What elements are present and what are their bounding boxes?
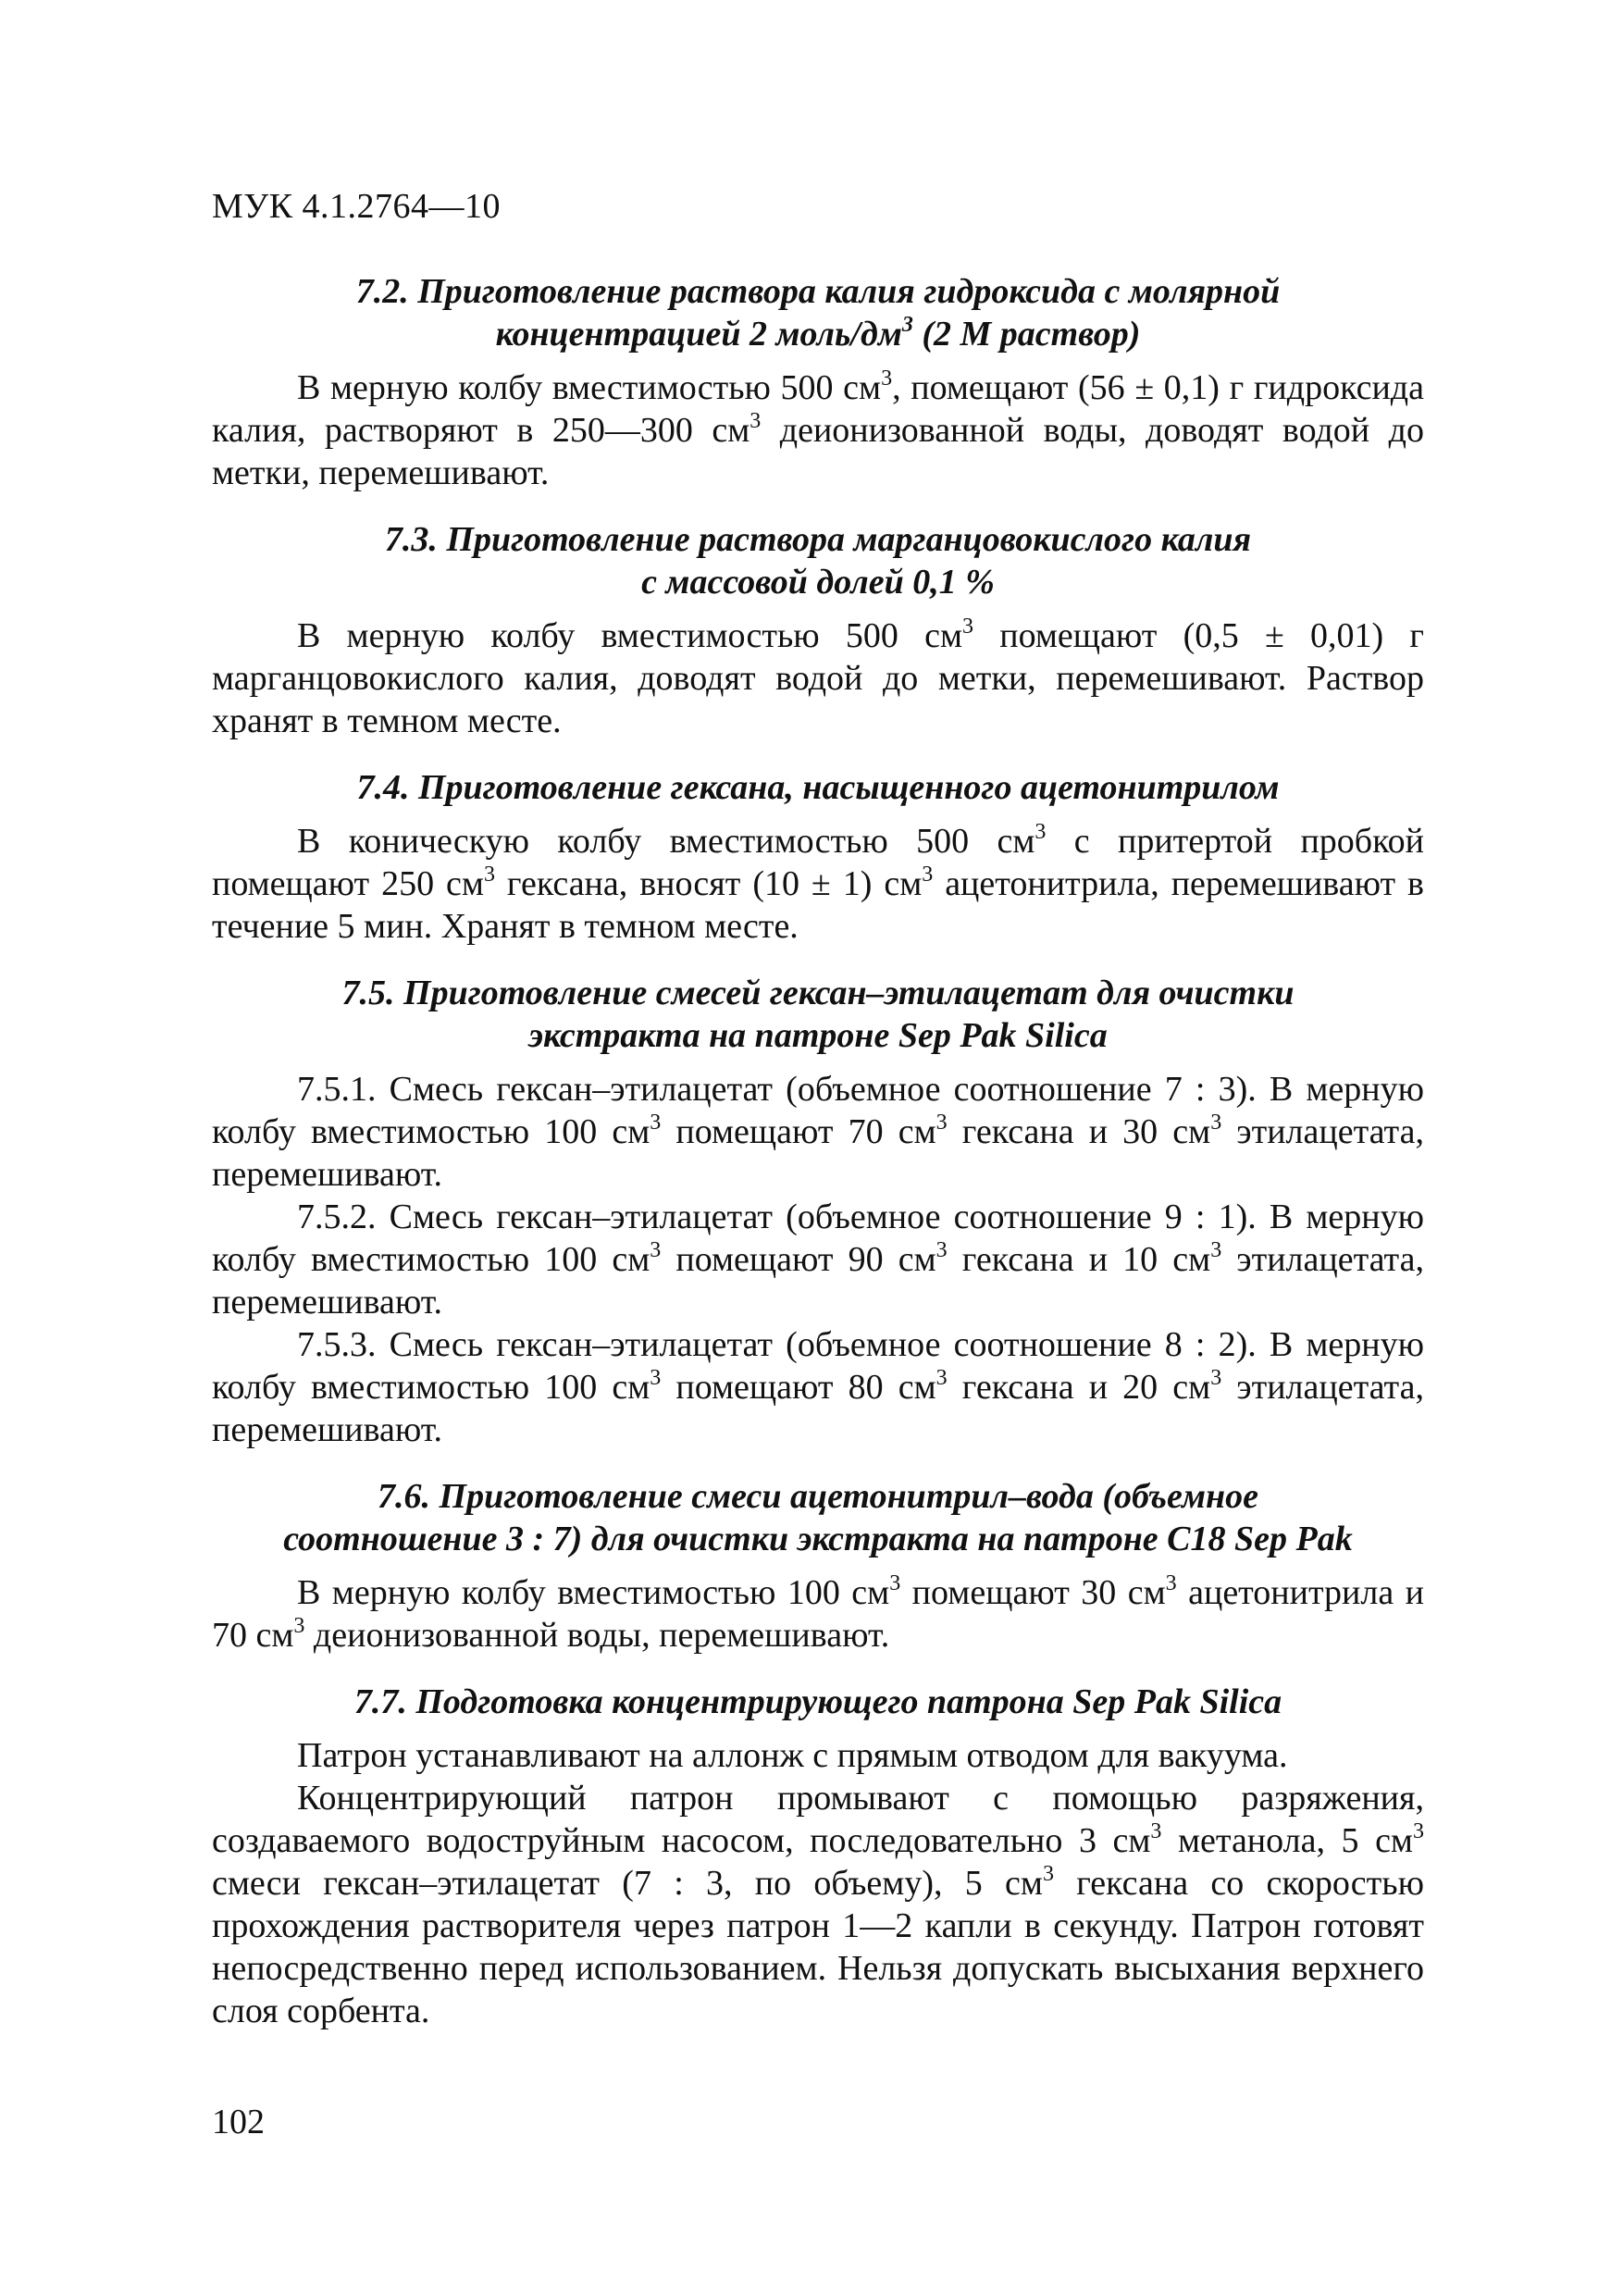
section xyxy=(212,766,1424,948)
section-title-line: 7.4. Приготовление гексана, насыщенного ацетонитрилом xyxy=(356,768,1280,807)
section xyxy=(212,518,1424,742)
section-title-line: 7.6. Приготовление смеси ацетонитрил–вода (объемное xyxy=(378,1477,1258,1516)
superscript: 3 xyxy=(1042,1862,1054,1886)
superscript: 3 xyxy=(935,1366,948,1390)
section-title xyxy=(212,270,1424,355)
section xyxy=(212,972,1424,1451)
section-title xyxy=(212,1681,1424,1723)
superscript: 3 xyxy=(1150,1819,1162,1843)
section-title-line: соотношение 3 : 7) для очистки экстракта на патроне С18 Sep Pak xyxy=(283,1520,1353,1558)
paragraph: В мерную колбу вместимостью 100 $см^3$ помещают 30 $см^3$ ацетонитрила и 70 $см^3$ деионизованной воды, перемешивают. xyxy=(212,1571,1424,1655)
superscript: 3 xyxy=(293,1614,305,1638)
superscript: 3 xyxy=(650,1238,662,1262)
paragraph: 7.5.1. Смесь гексан–этилацетат (объемное соотношение 7 : 3). В мерную колбу вместимостью 100 $см^3$ помещают 70 $см^3$ гексана и 30 $см^3$ этилацетата, перемешивают. xyxy=(212,1070,1424,1194)
superscript: 3 xyxy=(901,313,913,337)
section-title xyxy=(212,972,1424,1057)
section-title xyxy=(212,766,1424,809)
superscript: 3 xyxy=(889,1571,901,1595)
superscript: 3 xyxy=(962,614,974,639)
document-body xyxy=(212,270,1424,2056)
section xyxy=(212,1681,1424,2032)
section xyxy=(212,1475,1424,1657)
superscript: 3 xyxy=(650,1366,662,1390)
superscript: 3 xyxy=(1035,820,1047,844)
paragraph: 7.5.2. Смесь гексан–этилацетат (объемное соотношение 9 : 1). В мерную колбу вместимостью 100 $см^3$ помещают 90 $см^3$ гексана и 10 $см^3$ этилацетата, перемешивают. xyxy=(212,1198,1424,1322)
paragraph: В мерную колбу вместимостью 500 $см^3$, помещают (56 ± 0,1) г гидроксида калия, растворяют в 250—300 $см^3$ деионизованной воды, доводят водой до метки, перемешивают. xyxy=(212,366,1424,492)
superscript: 3 xyxy=(1210,1111,1222,1135)
superscript: 3 xyxy=(1210,1366,1222,1390)
section-title xyxy=(212,518,1424,603)
superscript: 3 xyxy=(483,863,495,887)
superscript: 3 xyxy=(881,366,893,391)
section-title-line: с массовой долей 0,1 % xyxy=(641,563,995,602)
paragraph: Патрон устанавливают на аллонж с прямым отводом для вакуума. xyxy=(297,1736,1288,1775)
paragraph: В коническую колбу вместимостью 500 $см^3$ с притертой пробкой помещают 250 $см^3$ гексана, вносят (10 ± 1) $см^3$ ацетонитрила, перемешивают в течение 5 мин. Хранят в темном месте. xyxy=(212,820,1425,946)
section-title-line: 7.5. Приготовление смесей гексан–этилацетат для очистки xyxy=(341,974,1295,1012)
superscript: 3 xyxy=(650,1111,662,1135)
paragraph: Концентрирующий патрон промывают с помощью разряжения, создаваемого водоструйным насосом, последовательно 3 $см^3$ метанола, 5 $см^3$ смеси гексан–этилацетат (7 : 3, по объему), 5 $см^3$ гексана со скоростью прохождения растворителя через патрон 1—2 капли в секунду. Патрон готовят непосредственно перед использованием. Нельзя допускать высыхания верхнего слоя сорбента. xyxy=(212,1779,1424,2030)
section-title-line: концентрацией 2 моль/$дм^3$ (2 М раствор) xyxy=(495,313,1141,354)
page-number: 102 xyxy=(212,2103,265,2141)
superscript: 3 xyxy=(935,1238,948,1262)
section-title-line: экстракта на патроне Sep Pak Silica xyxy=(528,1016,1108,1055)
superscript: 3 xyxy=(935,1111,948,1135)
paragraph: В мерную колбу вместимостью 500 $см^3$ помещают (0,5 ± 0,01) г марганцовокислого калия, доводят водой до метки, перемешивают. Раствор хранят в темном месте. xyxy=(212,614,1424,740)
superscript: 3 xyxy=(750,409,762,433)
section-title-line: 7.3. Приготовление раствора марганцовокислого калия xyxy=(384,520,1252,559)
superscript: 3 xyxy=(1165,1571,1177,1595)
section xyxy=(212,270,1424,494)
paragraph: 7.5.3. Смесь гексан–этилацетат (объемное соотношение 8 : 2). В мерную колбу вместимостью 100 $см^3$ помещают 80 $см^3$ гексана и 20 $см^3$ этилацетата, перемешивают. xyxy=(212,1325,1424,1449)
document-code-header: МУК 4.1.2764—10 xyxy=(212,187,502,226)
superscript: 3 xyxy=(1412,1819,1424,1843)
section-title-line: 7.7. Подготовка концентрирующего патрона Sep Pak Silica xyxy=(353,1682,1282,1721)
section-title-line: 7.2. Приготовление раствора калия гидроксида с молярной xyxy=(355,272,1281,311)
superscript: 3 xyxy=(922,863,934,887)
section-title xyxy=(212,1475,1424,1560)
superscript: 3 xyxy=(1210,1238,1222,1262)
